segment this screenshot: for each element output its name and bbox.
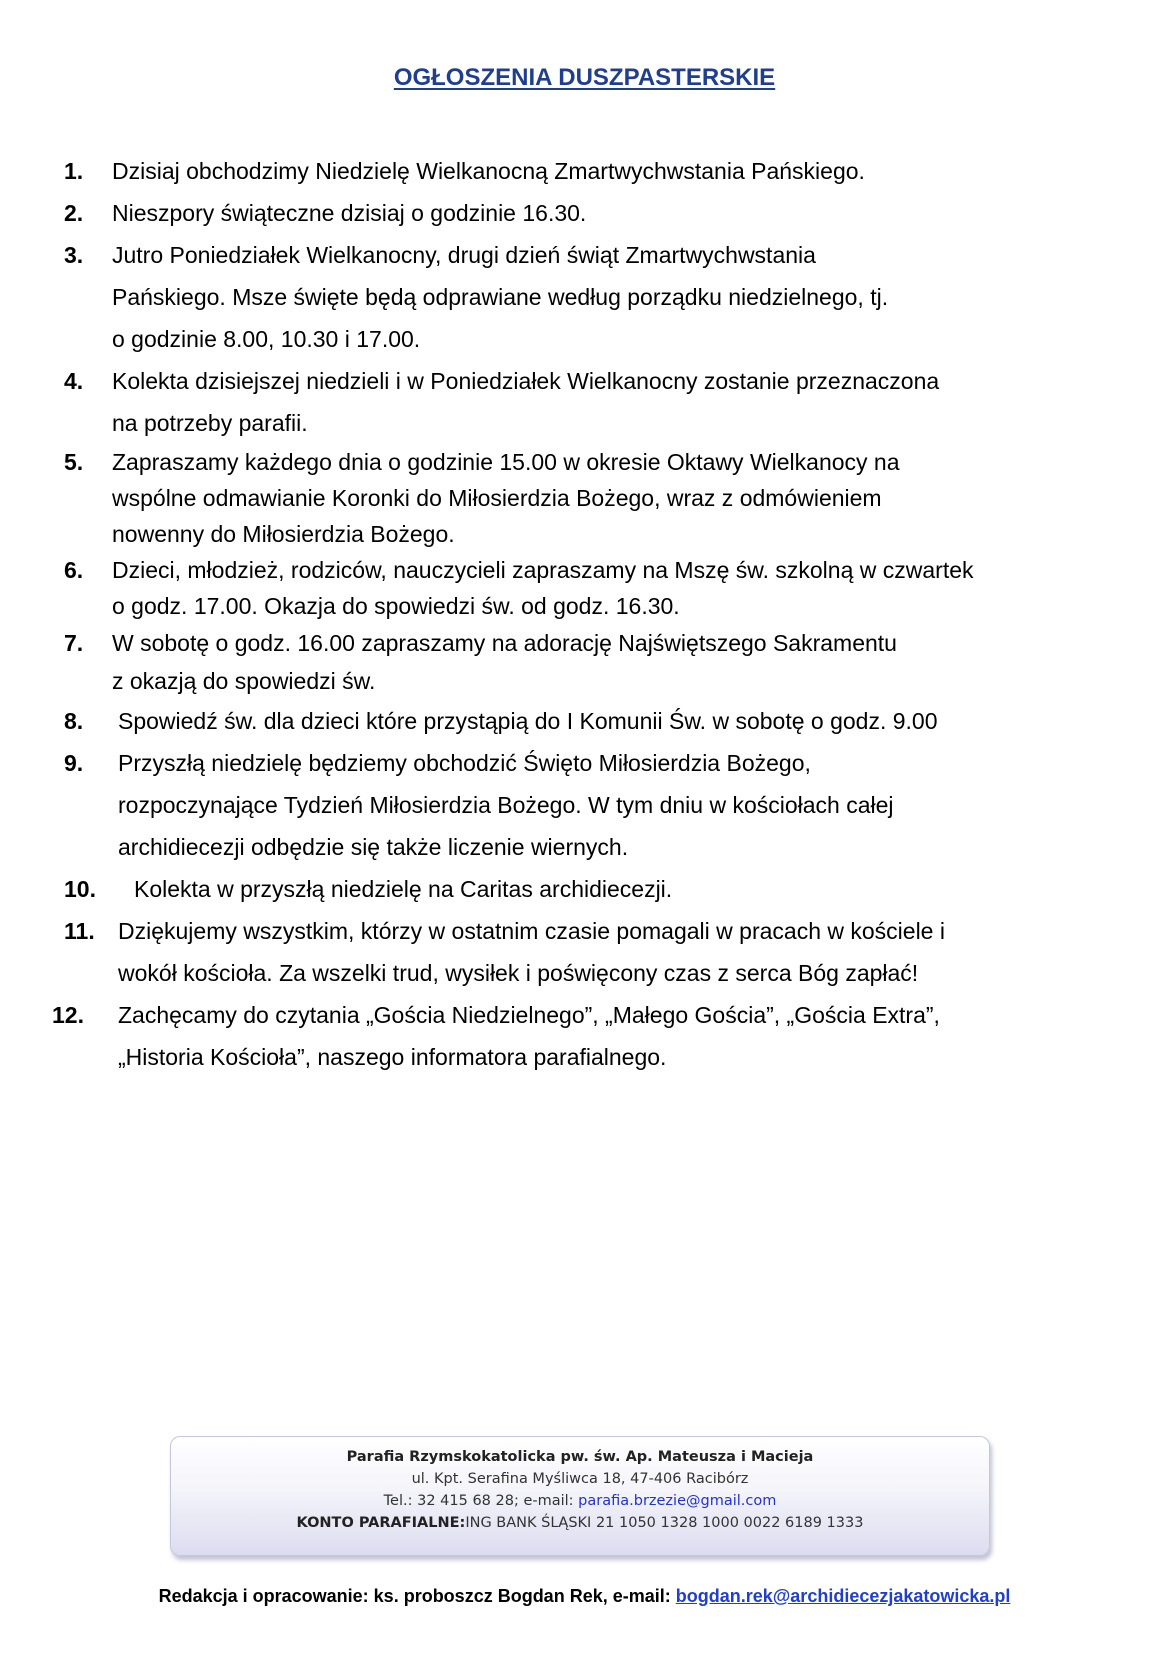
- list-item-8: [64, 700, 1144, 742]
- item-number: 8.: [64, 708, 84, 734]
- item-number: 6.: [64, 557, 84, 583]
- item-line: Pańskiego. Msze święte będą odprawiane według porządku niedzielnego, tj.: [112, 284, 889, 310]
- item-number: 11.: [64, 918, 95, 944]
- list-item-6: [64, 552, 1144, 624]
- item-line: archidiecezji odbędzie się także liczenie wiernych.: [118, 834, 629, 860]
- item-line: W sobotę o godz. 16.00 zapraszamy na adorację Najświętszego Sakramentu: [112, 630, 897, 656]
- parish-info-box: [170, 1436, 990, 1556]
- item-line: o godzinie 8.00, 10.30 i 17.00.: [112, 326, 421, 352]
- item-line: Przyszłą niedzielę będziemy obchodzić Święto Miłosierdzia Bożego,: [118, 750, 811, 776]
- item-text: [64, 994, 1144, 1078]
- item-number: 5.: [64, 449, 84, 475]
- list-item-2: [64, 192, 1144, 234]
- item-number: 9.: [64, 750, 84, 776]
- list-item-3: [64, 234, 1144, 360]
- parish-address: ul. Kpt. Serafina Myśliwca 18, 47-406 Racibórz: [411, 1471, 749, 1487]
- list-item-10: [64, 868, 1144, 910]
- editor-email-link[interactable]: bogdan.rek@archidiecezjakatowicka.pl: [675, 1586, 1011, 1606]
- item-text: [64, 700, 1144, 742]
- item-line: wokół kościoła. Za wszelki trud, wysiłek i poświęcony czas z serca Bóg zapłać!: [118, 960, 919, 986]
- item-number: 1.: [64, 158, 84, 184]
- item-text: [64, 192, 1144, 234]
- item-line: z okazją do spowiedzi św.: [112, 668, 376, 694]
- item-text: [64, 360, 1144, 444]
- item-number: 2.: [64, 200, 84, 226]
- account-number: ING BANK ŚLĄSKI 21 1050 1328 1000 0022 6189 1333: [465, 1515, 864, 1531]
- list-item-1: [64, 150, 1144, 192]
- account-label: KONTO PARAFIALNE:: [296, 1515, 466, 1531]
- item-line: o godz. 17.00. Okazja do spowiedzi św. od godz. 16.30.: [112, 593, 680, 619]
- parish-name: Parafia Rzymskokatolicka pw. św. Ap. Mateusza i Macieja: [346, 1449, 814, 1465]
- item-line: „Historia Kościoła”, naszego informatora parafialnego.: [118, 1044, 667, 1070]
- item-line: rozpoczynające Tydzień Miłosierdzia Bożego. W tym dniu w kościołach całej: [118, 792, 894, 818]
- item-text: [64, 910, 1144, 994]
- parish-email-link[interactable]: parafia.brzezie@gmail.com: [578, 1493, 777, 1509]
- item-line: Kolekta w przyszłą niedzielę na Caritas archidiecezji.: [134, 876, 673, 902]
- list-item-9: [64, 742, 1144, 868]
- list-item-5: [64, 444, 1144, 552]
- list-item-12: [52, 994, 1144, 1078]
- item-text: [64, 868, 1144, 910]
- item-line: Dzisiaj obchodzimy Niedzielę Wielkanocną Zmartwychwstania Pańskiego.: [112, 158, 865, 184]
- item-text: [64, 234, 1144, 360]
- item-text: [64, 742, 1144, 868]
- item-text: [64, 552, 1144, 624]
- parish-phone: Tel.: 32 415 68 28; e-mail:: [383, 1493, 579, 1509]
- item-number: 12.: [52, 1002, 84, 1028]
- item-text: [64, 150, 1144, 192]
- item-line: Kolekta dzisiejszej niedzieli i w Poniedziałek Wielkanocny zostanie przeznaczona: [112, 368, 940, 394]
- item-line: nowenny do Miłosierdzia Bożego.: [112, 521, 455, 547]
- announcement-list: [52, 150, 1144, 1078]
- parish-account: [171, 1512, 989, 1534]
- item-line: Dzieci, młodzież, rodziców, nauczycieli zapraszamy na Mszę św. szkolną w czwartek: [112, 557, 974, 583]
- item-number: 3.: [64, 242, 84, 268]
- item-number: 7.: [64, 630, 84, 656]
- parish-contact: [171, 1490, 989, 1512]
- item-text: [64, 444, 1144, 552]
- item-line: Dziękujemy wszystkim, którzy w ostatnim czasie pomagali w pracach w kościele i: [118, 918, 945, 944]
- item-line: Spowiedź św. dla dzieci które przystąpią do I Komunii Św. w sobotę o godz. 9.00: [118, 708, 938, 734]
- list-item-11: [64, 910, 1144, 994]
- credits-label: Redakcja i opracowanie: ks. proboszcz Bogdan Rek, e-mail:: [158, 1586, 676, 1606]
- page-title: OGŁOSZENIA DUSZPASTERSKIE: [393, 64, 776, 91]
- item-number: 4.: [64, 368, 84, 394]
- item-line: Zapraszamy każdego dnia o godzinie 15.00 w okresie Oktawy Wielkanocy na: [112, 449, 900, 475]
- list-item-7: [64, 624, 1144, 700]
- editor-credits: [0, 1586, 1169, 1607]
- item-line: wspólne odmawianie Koronki do Miłosierdzia Bożego, wraz z odmówieniem: [112, 485, 882, 511]
- item-line: na potrzeby parafii.: [112, 410, 308, 436]
- item-line: Jutro Poniedziałek Wielkanocny, drugi dzień świąt Zmartwychwstania: [112, 242, 816, 268]
- item-text: [64, 624, 1144, 700]
- item-line: Zachęcamy do czytania „Gościa Niedzielnego”, „Małego Gościa”, „Gościa Extra”,: [118, 1002, 940, 1028]
- item-number: 10.: [64, 876, 96, 902]
- item-line: Nieszpory świąteczne dzisiaj o godzinie 16.30.: [112, 200, 587, 226]
- list-item-4: [64, 360, 1144, 444]
